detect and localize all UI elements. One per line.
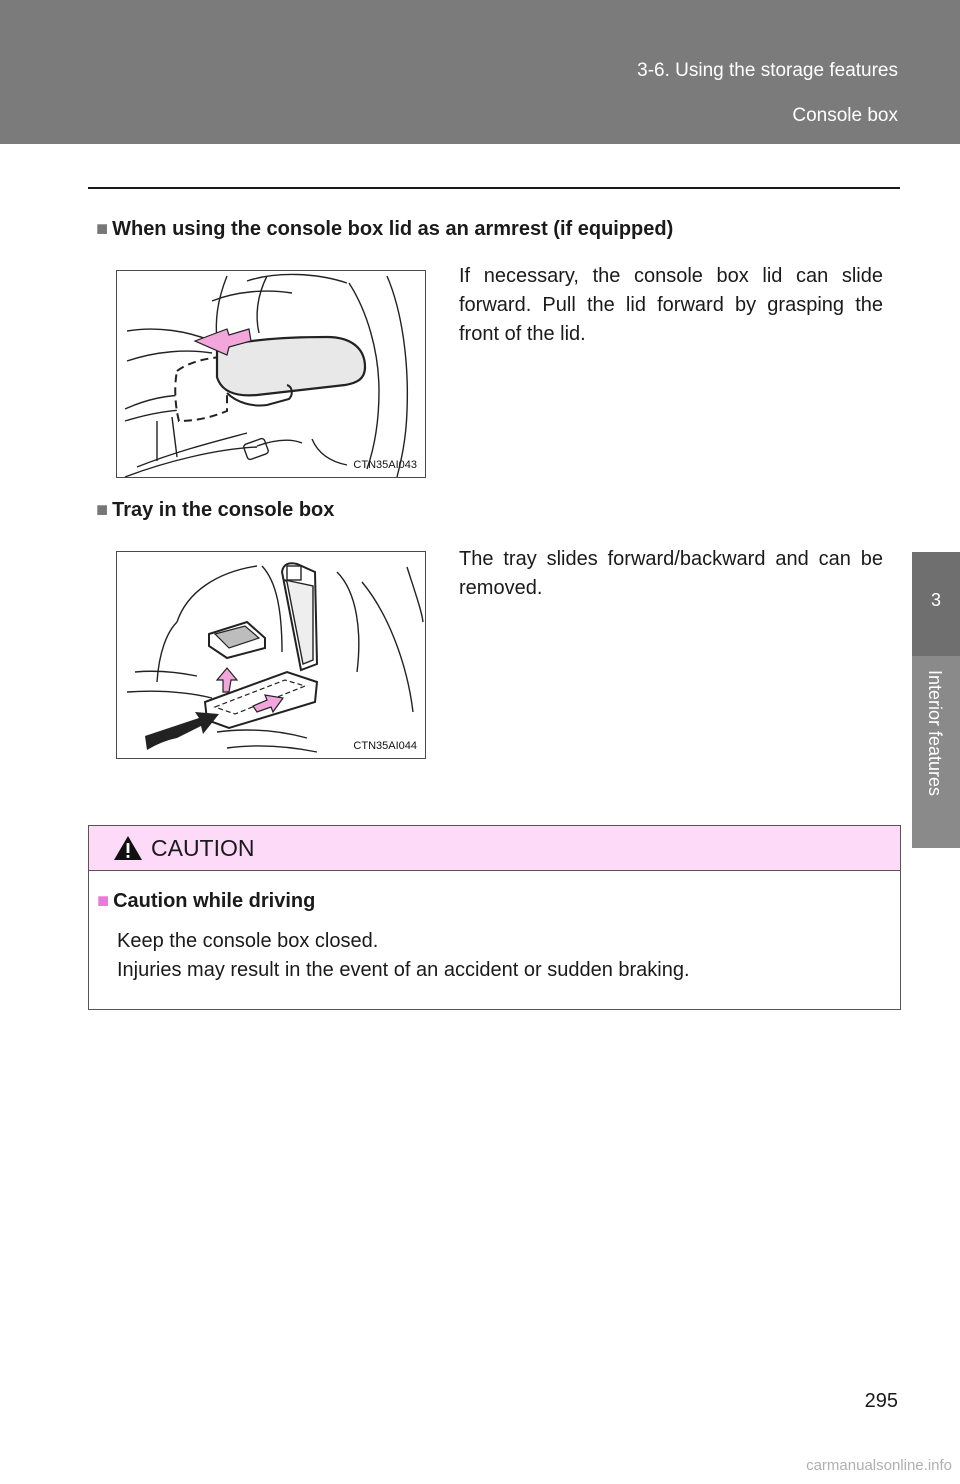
section-title: 3-6. Using the storage features xyxy=(637,60,898,81)
page-number: 295 xyxy=(864,1390,898,1412)
figure-code: CTN35AI044 xyxy=(353,740,417,752)
figure-armrest xyxy=(116,270,426,478)
section-heading-tray xyxy=(96,499,334,522)
square-bullet-icon: ■ xyxy=(97,890,110,912)
header-divider xyxy=(88,187,900,189)
watermark: carmanualsonline.info xyxy=(806,1457,952,1474)
caution-title: CAUTION xyxy=(151,835,255,861)
armrest-description: If necessary, the console box lid can slide forward. Pull the lid forward by grasping the front of the lid. xyxy=(459,265,883,345)
chapter-label: Interior features xyxy=(925,670,945,797)
caution-header xyxy=(89,826,900,871)
square-bullet-icon: ■ xyxy=(96,499,109,521)
caution-line: Injuries may result in the event of an accident or sudden braking. xyxy=(117,959,690,981)
chapter-tab[interactable] xyxy=(912,552,960,656)
tray-description: The tray slides forward/backward and can be removed. xyxy=(459,548,883,599)
square-bullet-icon: ■ xyxy=(96,218,109,240)
caution-box xyxy=(88,825,901,1010)
section-heading-text: When using the console box lid as an armrest (if equipped) xyxy=(112,218,674,240)
figure-tray xyxy=(116,551,426,759)
warning-icon xyxy=(113,835,143,861)
topic-title: Console box xyxy=(792,105,898,126)
tray-illustration xyxy=(117,552,425,758)
caution-subheading xyxy=(97,890,315,913)
page-header xyxy=(0,0,960,144)
caution-line: Keep the console box closed. xyxy=(117,930,379,952)
figure-code: CTN35AI043 xyxy=(353,459,417,471)
section-heading-armrest xyxy=(96,218,673,241)
chapter-tab-label[interactable] xyxy=(912,656,960,848)
armrest-illustration xyxy=(117,271,425,477)
section-heading-text: Tray in the console box xyxy=(112,499,335,521)
caution-subheading-text: Caution while driving xyxy=(113,890,316,912)
chapter-number: 3 xyxy=(930,590,941,610)
